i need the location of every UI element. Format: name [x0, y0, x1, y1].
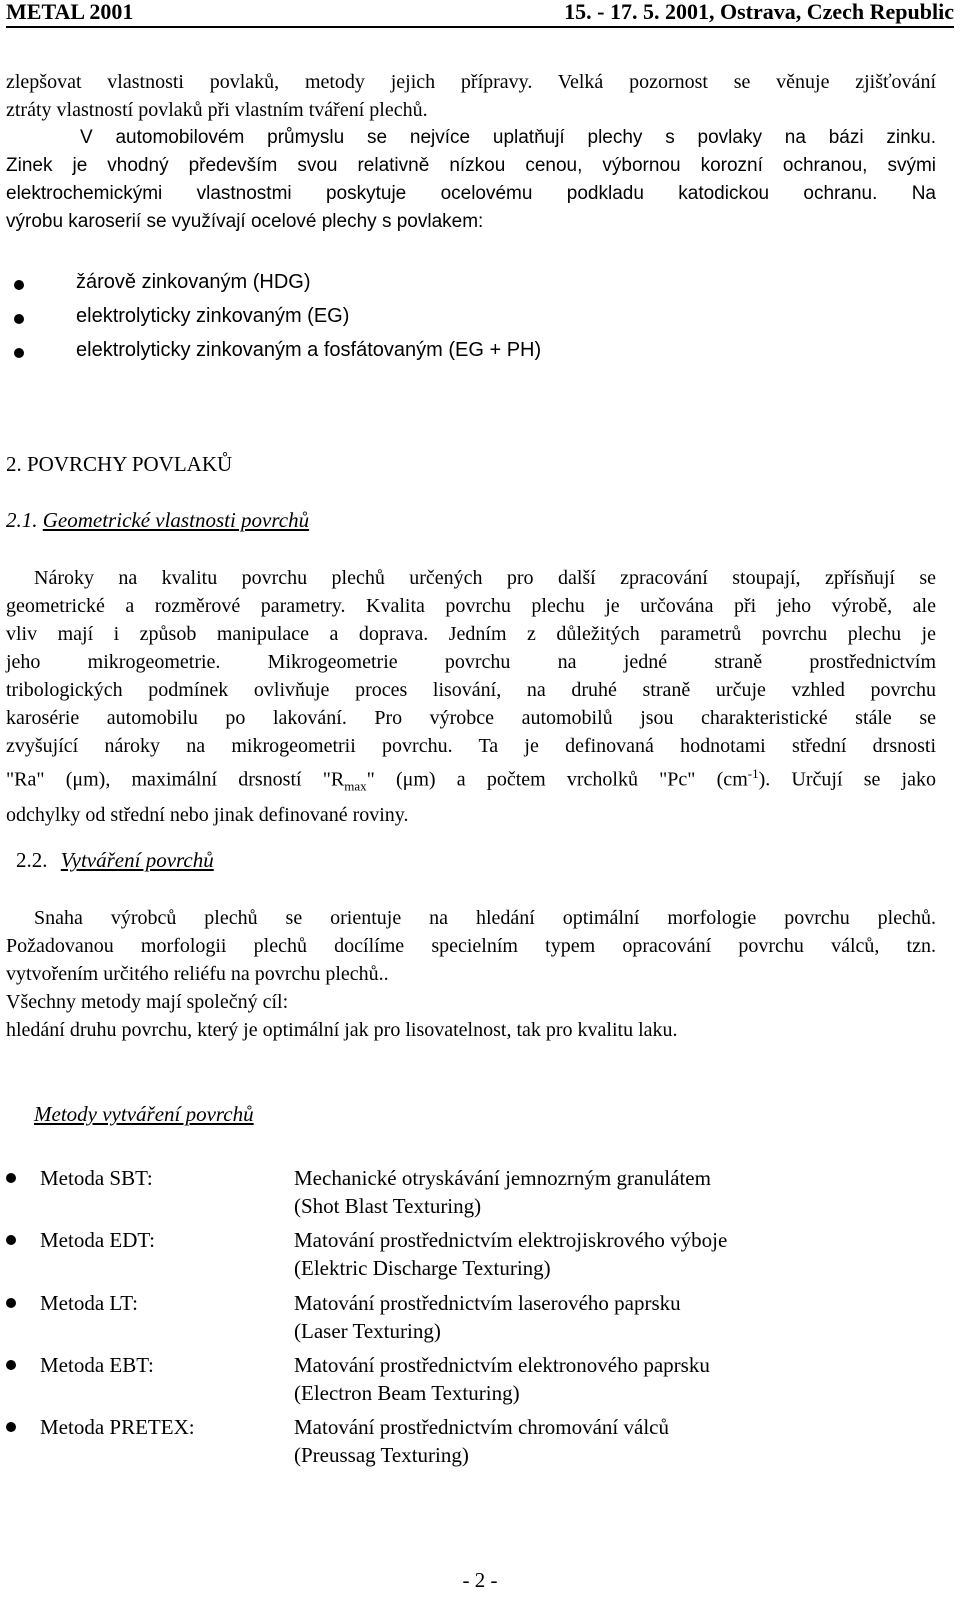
text-line: vytvořením určitého reliéfu na povrchu plechů.. [6, 963, 389, 985]
list-item: žárově zinkovaným (HDG) [76, 271, 311, 293]
text-line: zlepšovat vlastnosti povlaků, metody jejich přípravy. Velká pozornost se věnuje zjišťování [6, 71, 936, 93]
method-name: Metoda EDT: [40, 1228, 156, 1252]
text-line: odchylky od střední nebo jinak definované roviny. [6, 803, 409, 826]
text-line: Požadovanou morfologii plechů docílíme specielním typem opracování povrchu válců, tzn. [6, 935, 936, 957]
header-conference: METAL 2001 [6, 0, 134, 24]
header-date-place: 15. - 17. 5. 2001, Ostrava, Czech Republic [564, 0, 954, 24]
method-name: Metoda PRETEX: [40, 1415, 195, 1439]
method-description: Matování prostřednictvím elektronového paprsku (Electron Beam Texturing) [294, 1353, 710, 1405]
list-item: elektrolyticky zinkovaným (EG) [76, 305, 350, 327]
bullet-icon [6, 1235, 16, 1245]
methods-heading: Metody vytváření povrchů [34, 1102, 254, 1126]
subsection-2-2-body [6, 904, 936, 1044]
text-line: tribologických podmínek ovlivňuje proces lisování, na druhé straně určuje vzhled povrchu [6, 679, 936, 701]
text-line: Nároky na kvalitu povrchu plechů určených pro další zpracování stoupají, zpřísňují se [34, 567, 936, 589]
bullet-icon [14, 280, 24, 290]
text-line: jeho mikrogeometrie. Mikrogeometrie povrchu na jedné straně prostřednictvím [6, 651, 936, 673]
text-line: karosérie automobilu po lakování. Pro výrobce automobilů jsou charakteristické stále se [6, 707, 936, 729]
bullet-icon [6, 1173, 16, 1183]
text-line: hledání druhu povrchu, který je optimální jak pro lisovatelnost, tak pro kvalitu laku. [6, 1019, 678, 1041]
subsection-heading-2-2 [16, 848, 214, 873]
subsection-title: Geometrické vlastnosti povrchů [42, 508, 310, 532]
bullet-icon [14, 348, 24, 358]
text-line: elektrochemickými vlastnostmi poskytuje ocelovému podkladu katodickou ochranu. Na [6, 183, 936, 204]
text-line: Snaha výrobců plechů se orientuje na hledání optimální morfologie povrchu plechů. [34, 907, 936, 929]
intro-paragraph-1 [6, 68, 936, 124]
bullet-icon [6, 1422, 16, 1432]
method-name: Metoda SBT: [40, 1166, 153, 1190]
section-heading: 2. POVRCHY POVLAKŮ [6, 452, 233, 476]
method-name: Metoda EBT: [40, 1353, 154, 1377]
text-line: zvyšující nároky na mikrogeometrii povrchu. Ta je definovaná hodnotami střední drsnosti [6, 735, 936, 757]
text-line: vliv mají i způsob manipulace a doprava. Jedním z důležitých parametrů povrchu plechu je [6, 623, 936, 645]
bullet-icon [6, 1360, 16, 1370]
bullet-icon [6, 1298, 16, 1308]
text-line: V automobilovém průmyslu se nejvíce uplatňují plechy s povlaky na bázi zinku. [80, 127, 936, 148]
method-description: Matování prostřednictvím laserového paprsku (Laser Texturing) [294, 1291, 681, 1343]
text-line: výrobu karoserií se využívají ocelové plechy s povlakem: [6, 211, 484, 232]
method-description: Matování prostřednictvím elektrojiskrového výboje (Elektric Discharge Texturing) [294, 1228, 728, 1280]
subsection-title: Vytváření povrchů [60, 848, 214, 872]
page-header [6, 0, 954, 28]
list-item: elektrolyticky zinkovaným a fosfátovaným (EG + PH) [76, 339, 542, 361]
text-line: geometrické a rozměrové parametry. Kvalita povrchu plechu je určována při jeho výrobě, ale [6, 595, 936, 617]
subsection-2-1-body [6, 564, 936, 829]
method-description: Matování prostřednictvím chromování válců (Preussag Texturing) [294, 1415, 669, 1467]
subsection-number: 2.1. [6, 508, 38, 532]
intro-paragraph-2 [6, 124, 936, 236]
subsection-heading-2-1 [6, 508, 309, 533]
bullet-icon [14, 314, 24, 324]
method-name: Metoda LT: [40, 1291, 138, 1315]
text-line: Všechny metody mají společný cíl: [6, 991, 289, 1013]
text-line: ztráty vlastností povlaků při vlastním tváření plechů. [6, 99, 428, 121]
text-line: Zinek je vhodný především svou relativně nízkou cenou, výbornou korozní ochranou, svými [6, 155, 936, 176]
page-number: - 2 - [462, 1568, 498, 1592]
subsection-number: 2.2. [16, 848, 48, 872]
formula-line: "Ra" (μm), maximální drsností "$R_{max}$" (μm) a počtem vrcholků "Pc" $(cm^{-1})$. Určují se jako [6, 766, 936, 794]
method-description: Mechanické otryskávání jemnozrným granulátem (Shot Blast Texturing) [294, 1166, 711, 1218]
